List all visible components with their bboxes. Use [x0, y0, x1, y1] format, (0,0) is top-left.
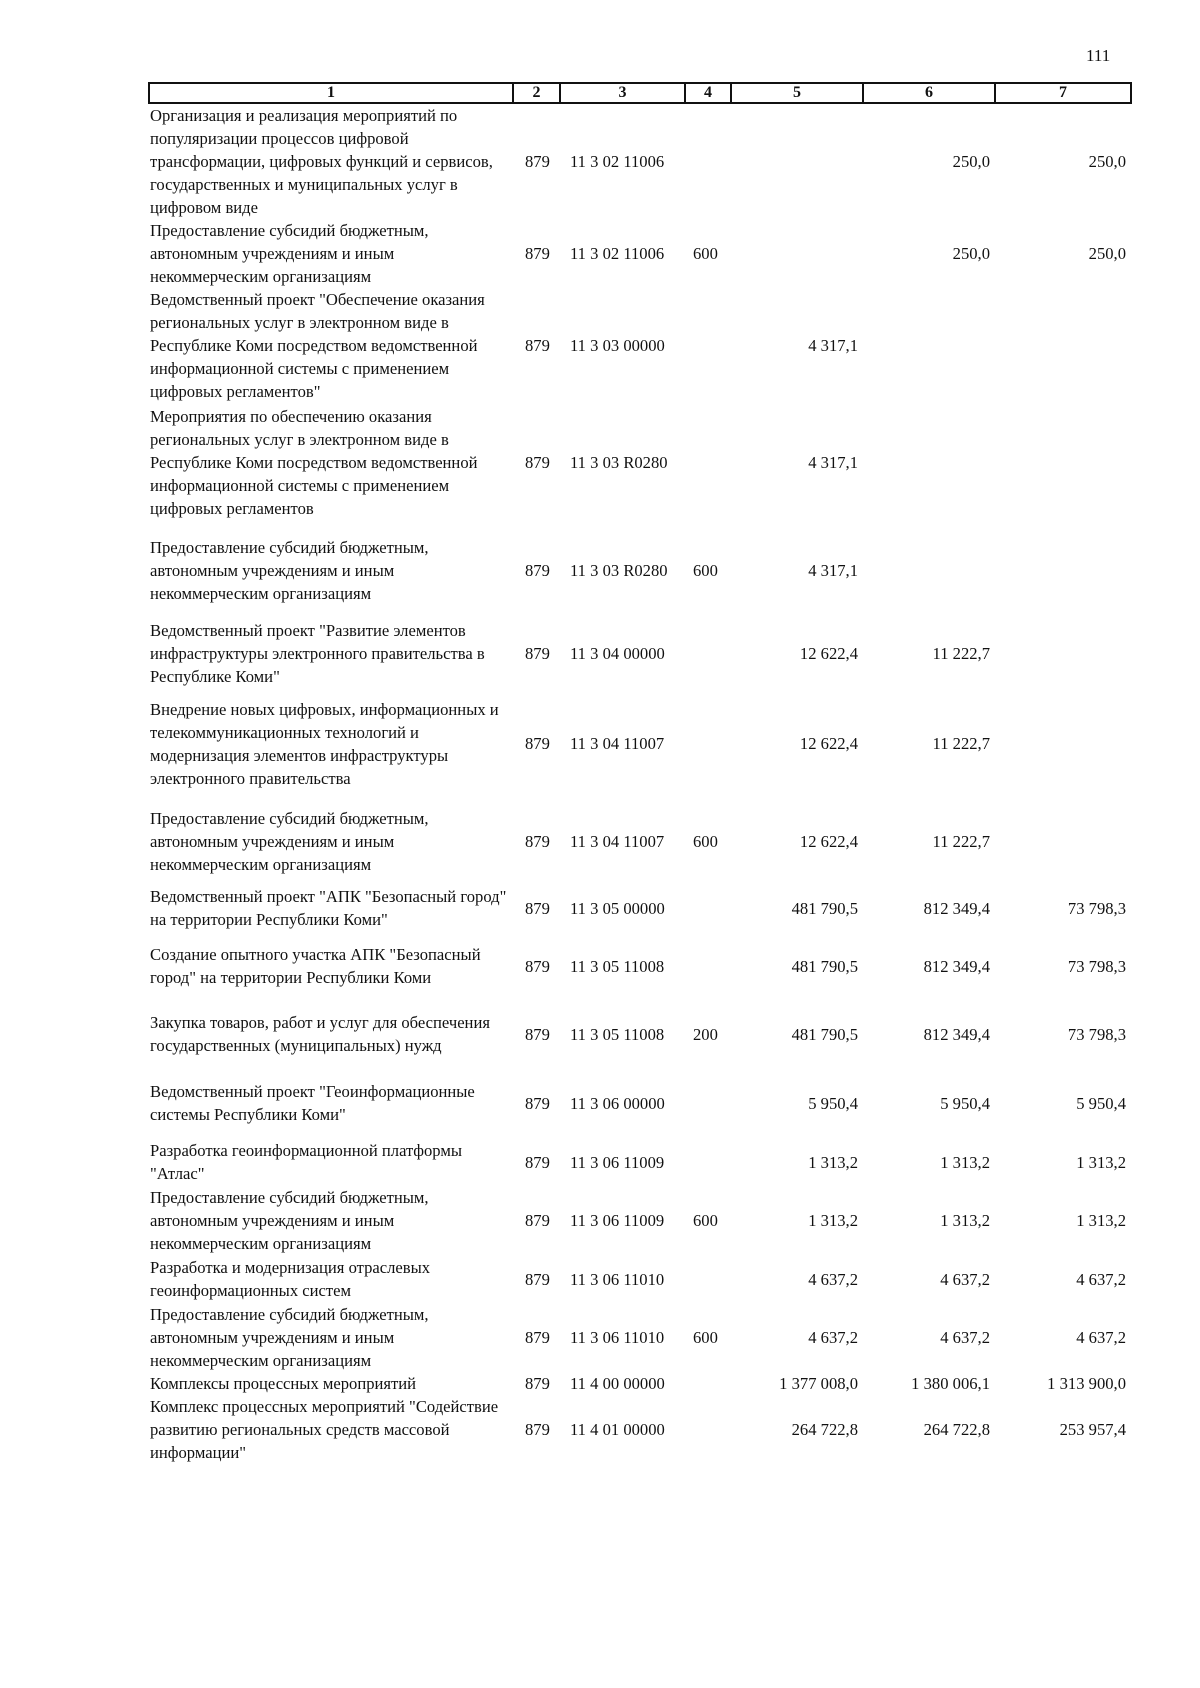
amount-col5 [731, 219, 863, 288]
target-article-code: 11 3 05 11008 [570, 1024, 665, 1044]
row-name: Комплекс процессных мероприятий "Содействие развитию региональных средств массовой информации" [150, 1397, 499, 1462]
amount-col6: 812 349,4 [923, 956, 990, 976]
table-row [149, 799, 1131, 884]
target-article-code: 11 3 03 00000 [570, 336, 665, 355]
target-article-code: 11 3 03 R0280 [570, 560, 668, 580]
row-name: Предоставление субсидий бюджетным, автономным учреждениям и иным некоммерческим организациям [150, 537, 429, 603]
amount-col7: 1 313,2 [1076, 1152, 1126, 1172]
table-row [149, 219, 1131, 288]
table-row [149, 288, 1131, 403]
amount-col7 [995, 521, 1131, 619]
amount-col5: 481 790,5 [791, 898, 858, 918]
target-article-code: 11 3 03 R0280 [570, 452, 668, 472]
ministry-code: 879 [525, 1211, 550, 1230]
row-name: Комплексы процессных мероприятий [150, 1374, 417, 1393]
row-name: Разработка и модернизация отраслевых геоинформационных систем [150, 1258, 431, 1300]
expense-type-code [685, 403, 731, 521]
amount-col6 [863, 521, 995, 619]
ministry-code: 879 [525, 734, 550, 753]
row-name: Предоставление субсидий бюджетным, автономным учреждениям и иным некоммерческим организациям [150, 221, 429, 286]
target-article-code: 11 4 00 00000 [570, 1374, 665, 1393]
row-name: Закупка товаров, работ и услуг для обеспечения государственных (муниципальных) нужд [150, 1013, 490, 1055]
amount-col7: 73 798,3 [1067, 956, 1126, 976]
amount-col5: 5 950,4 [808, 1093, 858, 1113]
ministry-code: 879 [525, 1328, 550, 1347]
row-name: Создание опытного участка АПК "Безопасный город" на территории Республики Коми [150, 945, 481, 987]
column-header: 6 [863, 83, 995, 103]
row-name: Организация и реализация мероприятий по популяризации процессов цифровой трансформации, цифровых функций и сервисов, государственных и муниципальных услуг в цифровом виде [150, 106, 493, 217]
table-row [149, 521, 1131, 619]
expense-type-code: 600 [693, 1211, 718, 1230]
expense-type-code [685, 1068, 731, 1138]
expense-type-code [685, 688, 731, 799]
row-name: Разработка геоинформационной платформы "Атлас" [150, 1141, 462, 1183]
table-row [149, 884, 1131, 932]
row-name: Ведомственный проект "АПК "Безопасный город" на территории Республики Коми" [150, 887, 507, 929]
header-row [149, 83, 1131, 103]
amount-col6: 4 637,2 [940, 1328, 990, 1347]
table-body [149, 103, 1131, 1464]
table-row [149, 932, 1131, 1000]
table-row [149, 1068, 1131, 1138]
amount-col7: 4 637,2 [1076, 1328, 1126, 1347]
ministry-code: 879 [525, 336, 550, 355]
ministry-code: 879 [525, 452, 550, 472]
target-article-code: 11 3 05 11008 [570, 956, 665, 976]
ministry-code: 879 [525, 560, 550, 580]
amount-col7: 4 637,2 [1076, 1269, 1126, 1289]
table-row [149, 103, 1131, 219]
page-number: 111 [1086, 46, 1111, 65]
ministry-code: 879 [525, 244, 550, 263]
target-article-code: 11 3 06 11009 [570, 1152, 665, 1172]
column-header: 1 [149, 83, 513, 103]
expense-type-code: 600 [693, 1328, 718, 1347]
table-row [149, 1186, 1131, 1255]
column-header: 2 [513, 83, 560, 103]
ministry-code: 879 [525, 1269, 550, 1289]
table-row [149, 688, 1131, 799]
table-row [149, 1255, 1131, 1303]
table-row [149, 1372, 1131, 1395]
target-article-code: 11 3 06 00000 [570, 1093, 665, 1113]
table-row [149, 1395, 1131, 1464]
target-article-code: 11 3 06 11010 [570, 1328, 665, 1347]
amount-col5 [731, 103, 863, 219]
budget-table [148, 82, 1132, 1464]
ministry-code: 879 [525, 1093, 550, 1113]
target-article-code: 11 3 02 11006 [570, 244, 665, 263]
amount-col5: 1 313,2 [808, 1152, 858, 1172]
row-name: Предоставление субсидий бюджетным, автономным учреждениям и иным некоммерческим организациям [150, 809, 429, 874]
column-header: 7 [995, 83, 1131, 103]
expense-type-code: 200 [693, 1024, 718, 1044]
amount-col5: 4 637,2 [808, 1328, 858, 1347]
amount-col6 [863, 403, 995, 521]
amount-col5: 4 637,2 [808, 1269, 858, 1289]
target-article-code: 11 3 04 11007 [570, 734, 665, 753]
expense-type-code [685, 619, 731, 688]
amount-col7: 1 313 900,0 [1047, 1374, 1126, 1393]
row-name: Ведомственный проект "Развитие элементов инфраструктуры электронного правительства в Республике Коми" [150, 621, 485, 686]
amount-col7: 73 798,3 [1067, 898, 1126, 918]
amount-col5: 481 790,5 [791, 956, 858, 976]
ministry-code: 879 [525, 1374, 550, 1393]
target-article-code: 11 3 02 11006 [570, 152, 665, 171]
row-name: Внедрение новых цифровых, информационных и телекоммуникационных технологий и модернизация элементов инфраструктуры электронного правительства [150, 699, 499, 788]
row-name: Предоставление субсидий бюджетным, автономным учреждениям и иным некоммерческим организациям [150, 1305, 429, 1370]
table-row [149, 1138, 1131, 1186]
column-header: 3 [560, 83, 685, 103]
expense-type-code [685, 884, 731, 932]
expense-type-code [685, 1372, 731, 1395]
amount-col7: 250,0 [1088, 152, 1126, 171]
amount-col6: 4 637,2 [940, 1269, 990, 1289]
amount-col7 [995, 288, 1131, 403]
table-row [149, 1000, 1131, 1068]
row-name: Ведомственный проект "Геоинформационные системы Республики Коми" [150, 1082, 475, 1124]
amount-col7: 5 950,4 [1076, 1093, 1126, 1113]
expense-type-code [685, 1255, 731, 1303]
amount-col5: 1 377 008,0 [779, 1374, 858, 1393]
amount-col6: 11 222,7 [932, 832, 990, 851]
row-name: Мероприятия по обеспечению оказания региональных услуг в электронном виде в Республике Коми посредством ведомственной информационной системы с применением цифровых регламентов [150, 406, 478, 518]
amount-col6: 812 349,4 [923, 1024, 990, 1044]
target-article-code: 11 4 01 00000 [570, 1420, 665, 1439]
amount-col7: 1 313,2 [1076, 1211, 1126, 1230]
ministry-code: 879 [525, 832, 550, 851]
ministry-code: 879 [525, 898, 550, 918]
ministry-code: 879 [525, 644, 550, 663]
amount-col5: 12 622,4 [799, 644, 858, 663]
ministry-code: 879 [525, 152, 550, 171]
expense-type-code [685, 103, 731, 219]
amount-col5: 1 313,2 [808, 1211, 858, 1230]
table-row [149, 619, 1131, 688]
column-header: 5 [731, 83, 863, 103]
amount-col5: 481 790,5 [791, 1024, 858, 1044]
amount-col6: 264 722,8 [923, 1420, 990, 1439]
target-article-code: 11 3 04 11007 [570, 832, 665, 851]
target-article-code: 11 3 06 11009 [570, 1211, 665, 1230]
amount-col5: 4 317,1 [808, 336, 858, 355]
amount-col6: 11 222,7 [932, 734, 990, 753]
amount-col6: 1 313,2 [940, 1152, 990, 1172]
amount-col6: 1 313,2 [940, 1211, 990, 1230]
amount-col6: 250,0 [952, 244, 990, 263]
amount-col5: 4 317,1 [808, 560, 858, 580]
expense-type-code [685, 1138, 731, 1186]
amount-col6: 1 380 006,1 [911, 1374, 990, 1393]
amount-col5: 4 317,1 [808, 452, 858, 472]
amount-col6: 5 950,4 [940, 1093, 990, 1113]
expense-type-code [685, 932, 731, 1000]
ministry-code: 879 [525, 1024, 550, 1044]
amount-col6: 250,0 [952, 152, 990, 171]
ministry-code: 879 [525, 1420, 550, 1439]
column-header: 4 [685, 83, 731, 103]
expense-type-code [685, 1395, 731, 1464]
target-article-code: 11 3 06 11010 [570, 1269, 665, 1289]
table-row [149, 1303, 1131, 1372]
amount-col7 [995, 619, 1131, 688]
amount-col5: 12 622,4 [799, 832, 858, 851]
amount-col7: 253 957,4 [1059, 1420, 1126, 1439]
amount-col7 [995, 799, 1131, 884]
amount-col5: 12 622,4 [799, 734, 858, 753]
amount-col7: 250,0 [1088, 244, 1126, 263]
ministry-code: 879 [525, 1152, 550, 1172]
expense-type-code: 600 [693, 560, 718, 580]
expense-type-code: 600 [693, 832, 718, 851]
expense-type-code: 600 [693, 244, 718, 263]
target-article-code: 11 3 05 00000 [570, 898, 665, 918]
amount-col6: 812 349,4 [923, 898, 990, 918]
amount-col7 [995, 403, 1131, 521]
amount-col7: 73 798,3 [1067, 1024, 1126, 1044]
row-name: Предоставление субсидий бюджетным, автономным учреждениям и иным некоммерческим организациям [150, 1188, 429, 1253]
table-row [149, 403, 1131, 521]
amount-col7 [995, 688, 1131, 799]
amount-col5: 264 722,8 [791, 1420, 858, 1439]
expense-type-code [685, 288, 731, 403]
target-article-code: 11 3 04 00000 [570, 644, 665, 663]
ministry-code: 879 [525, 956, 550, 976]
row-name: Ведомственный проект "Обеспечение оказания региональных услуг в электронном виде в Республике Коми посредством ведомственной информационной системы с применением цифровых регламентов" [150, 290, 485, 401]
amount-col6: 11 222,7 [932, 644, 990, 663]
amount-col6 [863, 288, 995, 403]
